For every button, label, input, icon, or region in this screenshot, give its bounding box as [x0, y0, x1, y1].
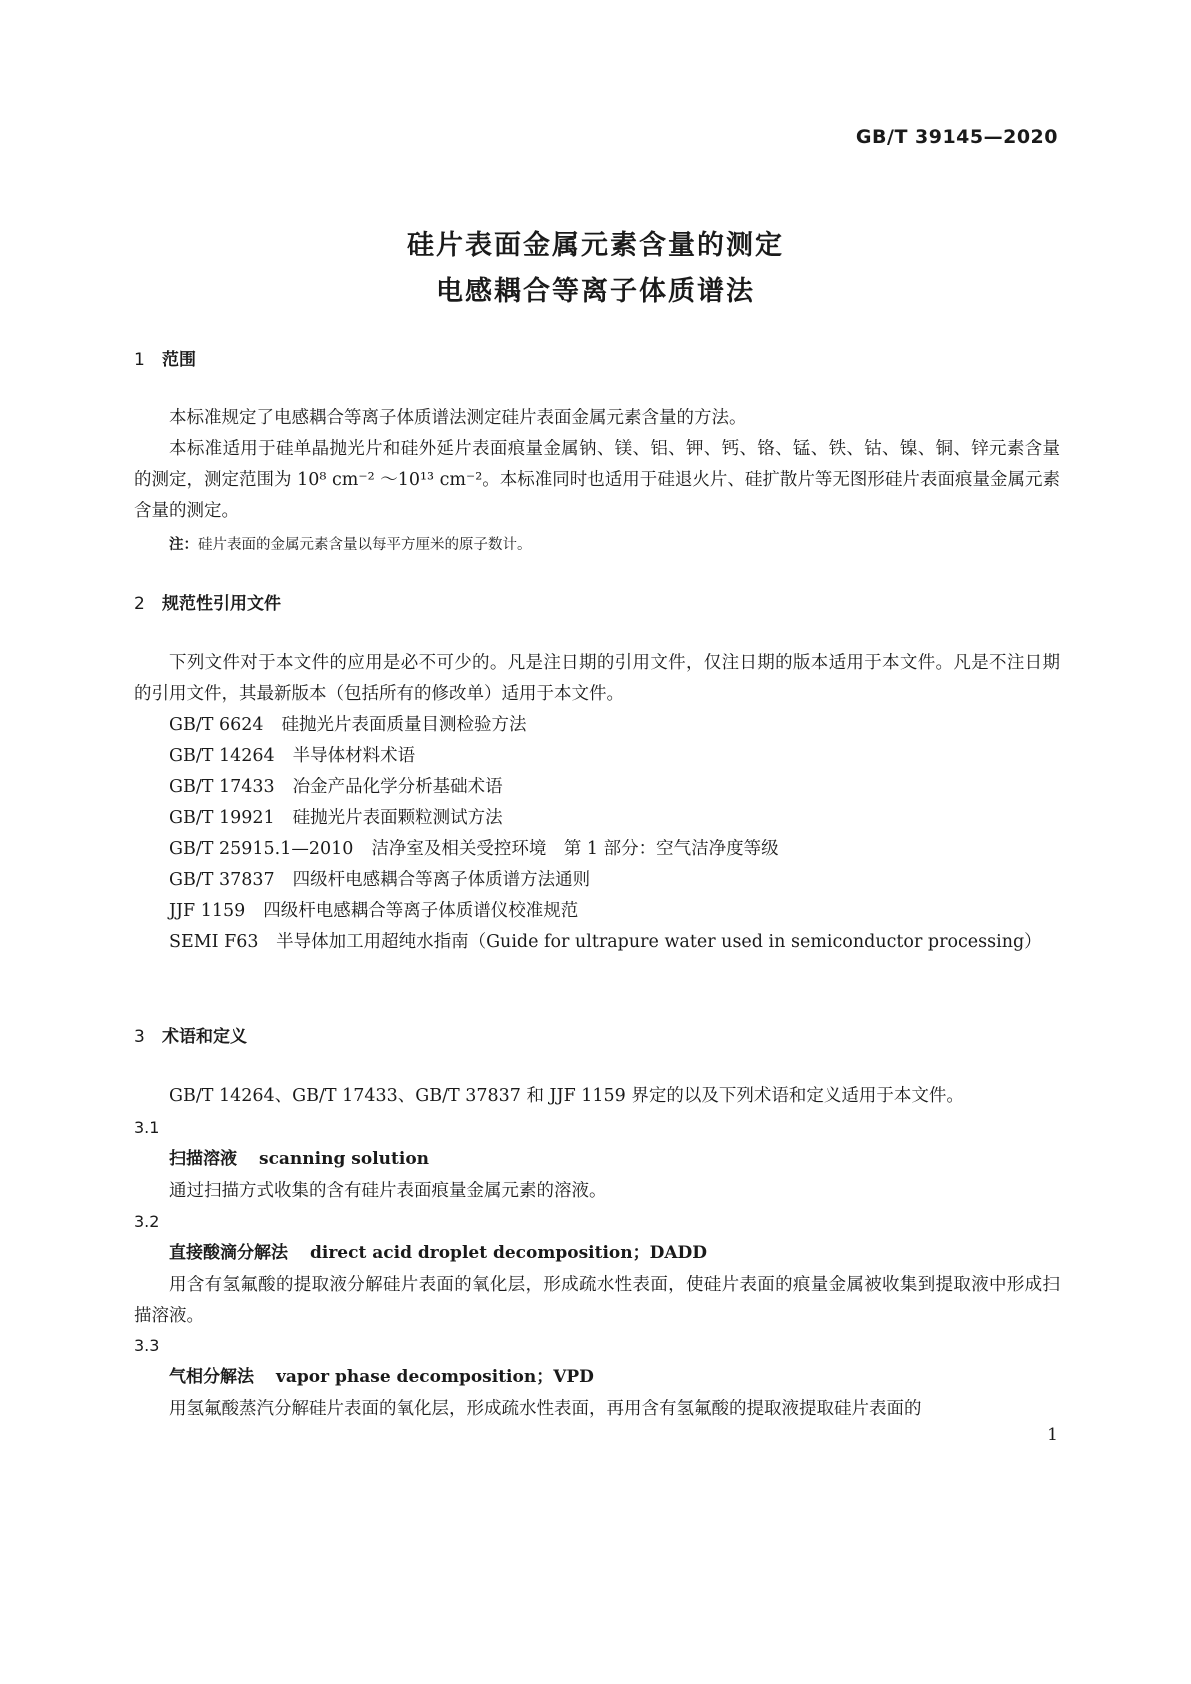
section-number: 1	[134, 350, 145, 370]
reference-item	[169, 834, 779, 864]
reference-title: 四级杆电感耦合等离子体质谱仪校准规范	[263, 901, 579, 921]
reference-code: GB/T 17433	[169, 777, 275, 797]
document-title-line1: 硅片表面金属元素含量的测定	[407, 230, 784, 261]
scope-paragraph-1: 本标准规定了电感耦合等离子体质谱法测定硅片表面金属元素含量的方法。	[169, 408, 747, 428]
note-label: 注：	[169, 537, 198, 553]
reference-item	[169, 865, 590, 895]
term-number: 3.2	[134, 1212, 160, 1231]
term-number: 3.3	[134, 1336, 160, 1355]
reference-code: SEMI F63	[169, 932, 259, 952]
reference-title: 洁净室及相关受控环境 第 1 部分：空气洁净度等级	[371, 839, 779, 859]
term-name-en: vapor phase decomposition；VPD	[276, 1367, 594, 1387]
term-name	[169, 1146, 429, 1172]
normative-intro: 下列文件对于本文件的应用是必不可少的。凡是注日期的引用文件，仅注日期的版本适用于本文件。凡是不注日期的引用文件，其最新版本（包括所有的修改单）适用于本文件。	[134, 653, 1060, 704]
section-title: 范围	[162, 350, 196, 370]
reference-code: GB/T 19921	[169, 808, 275, 828]
term-name-zh: 扫描溶液	[169, 1149, 237, 1169]
section-3-heading	[134, 1025, 247, 1049]
scope-note	[169, 534, 532, 556]
reference-title: 硅抛光片表面质量目测检验方法	[281, 715, 527, 735]
scope-paragraph-2: 本标准适用于硅单晶抛光片和硅外延片表面痕量金属钠、镁、铝、钾、钙、铬、锰、铁、钴、镍、铜、锌元素含量的测定，测定范围为 10⁸ cm⁻² ～10¹³ cm⁻²。本标准同时也适用于硅退火片、硅扩散片等无图形硅片表面痕量金属元素含量的测定。	[134, 439, 1060, 521]
section-title: 规范性引用文件	[162, 594, 281, 614]
reference-title: 硅抛光片表面颗粒测试方法	[292, 808, 503, 828]
reference-title: 四级杆电感耦合等离子体质谱方法通则	[292, 870, 591, 890]
term-name-zh: 气相分解法	[169, 1367, 254, 1387]
term-name-en: scanning solution	[259, 1149, 430, 1169]
reference-item-semi	[134, 927, 1060, 958]
reference-item	[169, 896, 578, 926]
note-text: 硅片表面的金属元素含量以每平方厘米的原子数计。	[198, 537, 532, 553]
term-definition: 用含有氢氟酸的提取液分解硅片表面的氧化层，形成疏水性表面，使硅片表面的痕量金属被收集到提取液中形成扫描溶液。	[134, 1275, 1060, 1326]
standard-code: GB/T 39145—2020	[855, 126, 1058, 148]
reference-code: JJF 1159	[169, 901, 246, 921]
section-number: 2	[134, 594, 145, 614]
reference-code: GB/T 37837	[169, 870, 275, 890]
reference-item	[169, 772, 503, 802]
reference-title: 半导体材料术语	[292, 746, 416, 766]
reference-item	[169, 803, 503, 833]
page-number: 1	[1047, 1425, 1058, 1445]
reference-code: GB/T 14264	[169, 746, 275, 766]
term-definition: 通过扫描方式收集的含有硅片表面痕量金属元素的溶液。	[169, 1181, 607, 1201]
term-name	[169, 1240, 707, 1266]
terms-intro: GB/T 14264、GB/T 17433、GB/T 37837 和 JJF 1159 界定的以及下列术语和定义适用于本文件。	[169, 1086, 964, 1106]
reference-title: 半导体加工用超纯水指南（Guide for ultrapure water used in semiconductor processing）	[276, 932, 1042, 952]
section-1-heading	[134, 348, 196, 372]
term-name	[169, 1364, 594, 1390]
section-title: 术语和定义	[162, 1027, 247, 1047]
section-2-heading	[134, 592, 281, 616]
reference-item	[169, 741, 415, 771]
term-number: 3.1	[134, 1118, 160, 1137]
term-definition: 用氢氟酸蒸汽分解硅片表面的氧化层，形成疏水性表面，再用含有氢氟酸的提取液提取硅片表面的	[169, 1399, 922, 1419]
reference-item	[169, 710, 527, 740]
document-title-line2: 电感耦合等离子体质谱法	[436, 276, 755, 307]
reference-code: GB/T 25915.1—2010	[169, 839, 354, 859]
section-number: 3	[134, 1027, 145, 1047]
term-name-zh: 直接酸滴分解法	[169, 1243, 288, 1263]
reference-title: 冶金产品化学分析基础术语	[292, 777, 503, 797]
term-name-en: direct acid droplet decomposition；DADD	[310, 1243, 708, 1263]
reference-code: GB/T 6624	[169, 715, 264, 735]
